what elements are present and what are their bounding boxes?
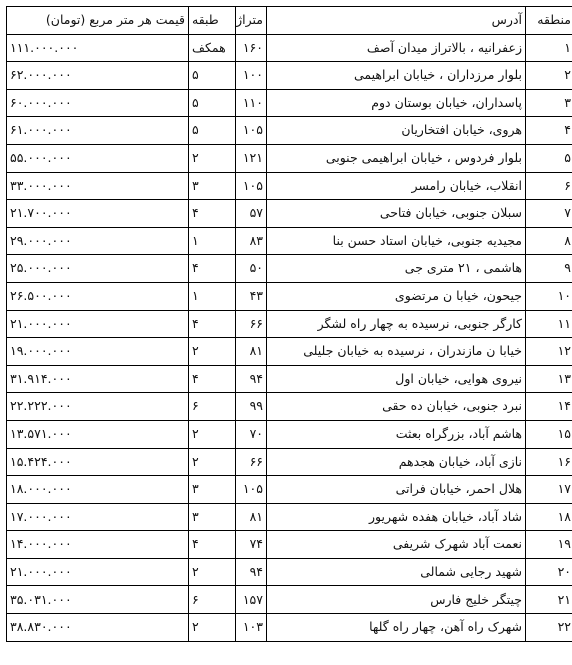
cell-region: ۱۰ — [526, 282, 572, 310]
table-row — [7, 310, 572, 338]
header-row — [7, 7, 572, 35]
cell-area: ۹۹ — [236, 393, 267, 421]
cell-region: ۱۲ — [526, 338, 572, 366]
cell-area: ۱۰۵ — [236, 476, 267, 504]
cell-floor: ۲ — [189, 558, 236, 586]
cell-area: ۸۱ — [236, 503, 267, 531]
table-row — [7, 227, 572, 255]
cell-floor: ۴ — [189, 310, 236, 338]
table-row — [7, 172, 572, 200]
cell-region: ۱۵ — [526, 420, 572, 448]
table-row — [7, 144, 572, 172]
cell-region: ۵ — [526, 144, 572, 172]
cell-area: ۸۱ — [236, 338, 267, 366]
table-row — [7, 282, 572, 310]
cell-price: ۲۱.۷۰۰.۰۰۰ — [7, 200, 189, 228]
cell-price: ۱۷.۰۰۰.۰۰۰ — [7, 503, 189, 531]
table-row — [7, 34, 572, 62]
cell-price: ۳۸.۸۳۰.۰۰۰ — [7, 614, 189, 642]
cell-area: ۱۰۵ — [236, 172, 267, 200]
cell-price: ۱۱۱.۰۰۰.۰۰۰ — [7, 34, 189, 62]
cell-address: نبرد جنوبی، خیابان ده حقی — [267, 393, 526, 421]
table-row — [7, 117, 572, 145]
cell-address: نعمت آباد شهرک شریفی — [267, 531, 526, 559]
cell-address: خیابا ن مازندران ، نرسیده به خیابان جلیلی — [267, 338, 526, 366]
price-table — [6, 6, 572, 642]
cell-region: ۸ — [526, 227, 572, 255]
cell-area: ۶۶ — [236, 310, 267, 338]
cell-region: ۷ — [526, 200, 572, 228]
cell-price: ۱۵.۴۲۴.۰۰۰ — [7, 448, 189, 476]
table-row — [7, 393, 572, 421]
header-region: منطقه — [526, 7, 572, 35]
cell-price: ۱۳.۵۷۱.۰۰۰ — [7, 420, 189, 448]
cell-area: ۴۳ — [236, 282, 267, 310]
cell-floor: ۳ — [189, 476, 236, 504]
table-row — [7, 586, 572, 614]
cell-address: هاشم آباد، بزرگراه بعثت — [267, 420, 526, 448]
table-row — [7, 200, 572, 228]
cell-area: ۱۶۰ — [236, 34, 267, 62]
table-row — [7, 420, 572, 448]
cell-floor: همکف — [189, 34, 236, 62]
cell-region: ۱۱ — [526, 310, 572, 338]
cell-price: ۱۴.۰۰۰.۰۰۰ — [7, 531, 189, 559]
cell-area: ۱۵۷ — [236, 586, 267, 614]
cell-area: ۱۲۱ — [236, 144, 267, 172]
cell-address: شهید رجایی شمالی — [267, 558, 526, 586]
table-body — [7, 34, 572, 641]
header-floor: طبقه — [189, 7, 236, 35]
cell-floor: ۴ — [189, 255, 236, 283]
header-address: آدرس — [267, 7, 526, 35]
cell-price: ۲۲.۲۲۲.۰۰۰ — [7, 393, 189, 421]
cell-address: بلوار فردوس ، خیابان ابراهیمی جنوبی — [267, 144, 526, 172]
cell-region: ۲ — [526, 62, 572, 90]
cell-region: ۱۷ — [526, 476, 572, 504]
cell-address: هاشمی ، ۲۱ متری جی — [267, 255, 526, 283]
table-row — [7, 476, 572, 504]
cell-address: نیروی هوایی، خیابان اول — [267, 365, 526, 393]
cell-region: ۲۱ — [526, 586, 572, 614]
cell-region: ۴ — [526, 117, 572, 145]
cell-price: ۶۱.۰۰۰.۰۰۰ — [7, 117, 189, 145]
table-row — [7, 448, 572, 476]
cell-floor: ۵ — [189, 62, 236, 90]
cell-address: کارگر جنوبی، نرسیده به چهار راه لشگر — [267, 310, 526, 338]
header-area: متراژ — [236, 7, 267, 35]
cell-address: چیتگر خلیج فارس — [267, 586, 526, 614]
cell-address: شهرک راه آهن، چهار راه گلها — [267, 614, 526, 642]
cell-price: ۲۱.۰۰۰.۰۰۰ — [7, 310, 189, 338]
table-row — [7, 338, 572, 366]
cell-area: ۶۶ — [236, 448, 267, 476]
cell-region: ۱۳ — [526, 365, 572, 393]
cell-region: ۱ — [526, 34, 572, 62]
document-page — [6, 6, 571, 642]
table-row — [7, 89, 572, 117]
cell-floor: ۶ — [189, 393, 236, 421]
cell-address: زعفرانیه ، بالاتراز میدان آصف — [267, 34, 526, 62]
table-row — [7, 614, 572, 642]
cell-floor: ۵ — [189, 89, 236, 117]
cell-region: ۶ — [526, 172, 572, 200]
cell-address: شاد آباد، خیابان هفده شهریور — [267, 503, 526, 531]
cell-floor: ۶ — [189, 586, 236, 614]
cell-region: ۹ — [526, 255, 572, 283]
cell-floor: ۵ — [189, 117, 236, 145]
cell-area: ۱۰۰ — [236, 62, 267, 90]
header-price: قیمت هر متر مربع (تومان) — [7, 7, 189, 35]
cell-area: ۵۰ — [236, 255, 267, 283]
cell-area: ۷۰ — [236, 420, 267, 448]
cell-price: ۶۰.۰۰۰.۰۰۰ — [7, 89, 189, 117]
cell-floor: ۴ — [189, 365, 236, 393]
cell-floor: ۲ — [189, 614, 236, 642]
cell-region: ۱۹ — [526, 531, 572, 559]
cell-area: ۱۱۰ — [236, 89, 267, 117]
cell-price: ۳۱.۹۱۴.۰۰۰ — [7, 365, 189, 393]
cell-floor: ۳ — [189, 503, 236, 531]
table-row — [7, 531, 572, 559]
cell-address: هلال احمر، خیابان فراتی — [267, 476, 526, 504]
cell-price: ۲۱.۰۰۰.۰۰۰ — [7, 558, 189, 586]
cell-floor: ۳ — [189, 172, 236, 200]
cell-region: ۲۲ — [526, 614, 572, 642]
cell-price: ۲۹.۰۰۰.۰۰۰ — [7, 227, 189, 255]
cell-area: ۹۴ — [236, 558, 267, 586]
cell-address: انقلاب، خیابان رامسر — [267, 172, 526, 200]
cell-address: نازی آباد، خیابان هجدهم — [267, 448, 526, 476]
table-row — [7, 62, 572, 90]
cell-price: ۱۸.۰۰۰.۰۰۰ — [7, 476, 189, 504]
cell-region: ۱۸ — [526, 503, 572, 531]
cell-area: ۱۰۳ — [236, 614, 267, 642]
cell-floor: ۲ — [189, 144, 236, 172]
cell-price: ۶۲.۰۰۰.۰۰۰ — [7, 62, 189, 90]
cell-region: ۲۰ — [526, 558, 572, 586]
cell-region: ۳ — [526, 89, 572, 117]
cell-area: ۷۴ — [236, 531, 267, 559]
cell-area: ۹۴ — [236, 365, 267, 393]
cell-address: پاسداران، خیابان بوستان دوم — [267, 89, 526, 117]
cell-region: ۱۴ — [526, 393, 572, 421]
cell-area: ۸۳ — [236, 227, 267, 255]
cell-price: ۵۵.۰۰۰.۰۰۰ — [7, 144, 189, 172]
cell-floor: ۴ — [189, 531, 236, 559]
cell-address: هروی، خیابان افتخاریان — [267, 117, 526, 145]
cell-price: ۳۳.۰۰۰.۰۰۰ — [7, 172, 189, 200]
cell-price: ۱۹.۰۰۰.۰۰۰ — [7, 338, 189, 366]
cell-address: بلوار مرزداران ، خیابان ابراهیمی — [267, 62, 526, 90]
cell-address: مجیدیه جنوبی، خیابان استاد حسن بنا — [267, 227, 526, 255]
cell-floor: ۱ — [189, 227, 236, 255]
table-row — [7, 255, 572, 283]
cell-price: ۲۵.۰۰۰.۰۰۰ — [7, 255, 189, 283]
cell-address: جیحون، خیابا ن مرتضوی — [267, 282, 526, 310]
cell-floor: ۴ — [189, 200, 236, 228]
cell-area: ۱۰۵ — [236, 117, 267, 145]
cell-price: ۲۶.۵۰۰.۰۰۰ — [7, 282, 189, 310]
cell-region: ۱۶ — [526, 448, 572, 476]
cell-floor: ۲ — [189, 420, 236, 448]
table-row — [7, 365, 572, 393]
cell-address: سبلان جنوبی، خیابان فتاحی — [267, 200, 526, 228]
cell-floor: ۲ — [189, 448, 236, 476]
table-row — [7, 503, 572, 531]
cell-area: ۵۷ — [236, 200, 267, 228]
cell-floor: ۲ — [189, 338, 236, 366]
cell-floor: ۱ — [189, 282, 236, 310]
cell-price: ۳۵.۰۳۱.۰۰۰ — [7, 586, 189, 614]
table-row — [7, 558, 572, 586]
